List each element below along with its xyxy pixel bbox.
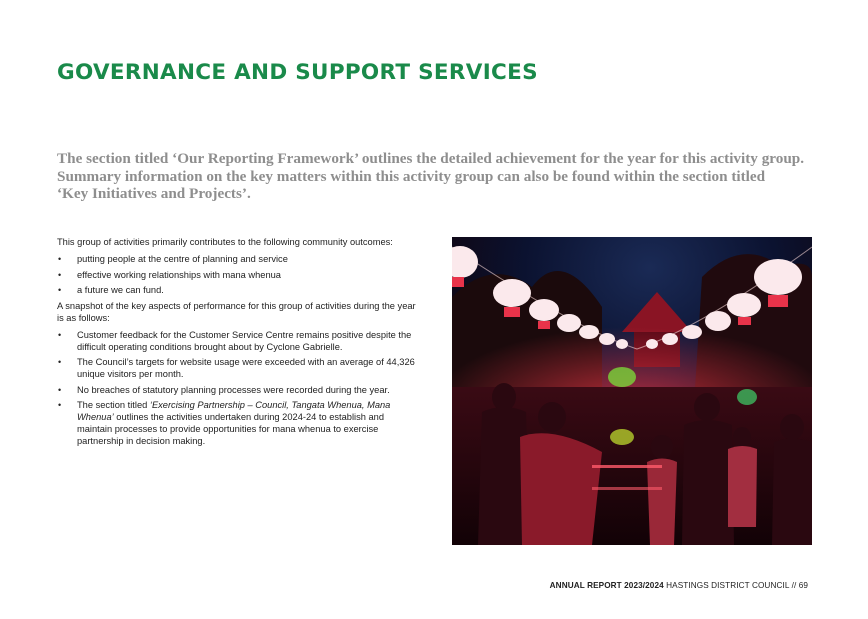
list-item: • The Council’s targets for website usage were exceeded with an average of 44,326 unique visitors per month. [58, 357, 415, 379]
snapshot-list [57, 329, 419, 448]
list-item: • Customer feedback for the Customer Service Centre remains positive despite the difficult operating conditions brought about by Cyclone Gabrielle. [58, 329, 412, 352]
outcomes-lead: This group of activities primarily contributes to the following community outcomes: [57, 237, 393, 247]
list-item: • putting people at the centre of planning and service [58, 254, 288, 264]
bullet-icon: • [58, 269, 62, 280]
bullet-icon: • [58, 329, 62, 340]
page-footer [550, 581, 808, 590]
intro-paragraph [57, 150, 837, 203]
partnership-section-title: ‘Exercising Partnership – Council, Tangata Whenua, Mana Whenua’ [77, 400, 391, 422]
intro-line-1: The section titled ‘Our Reporting Framework’ outlines the detailed achievement for the year for this activity group. [57, 150, 805, 167]
lantern-photo-illustration [452, 237, 812, 545]
outcomes-list [57, 253, 419, 296]
report-title: ANNUAL REPORT 2023/2024 [549, 581, 664, 590]
bullet-icon: • [58, 285, 62, 295]
list-item: • a future we can fund. [58, 285, 164, 295]
body-text [57, 236, 419, 451]
council-page-number: HASTINGS DISTRICT COUNCIL // 69 [663, 581, 808, 590]
lantern-festival-photo [452, 237, 812, 545]
bullet-icon: • [58, 357, 62, 367]
list-item: • No breaches of statutory planning processes were recorded during the year. [58, 384, 390, 395]
intro-line-2: Summary information on the key matters within this activity group can also be found within the section titled [57, 167, 766, 185]
bullet-icon: • [58, 384, 62, 395]
snapshot-lead: A snapshot of the key aspects of performance for this group of activities during the year is as follows: [57, 300, 416, 323]
intro-line-3: ‘Key Initiatives and Projects’. [57, 185, 251, 202]
list-item: • effective working relationships with mana whenua [58, 269, 281, 280]
page-title: GOVERNANCE AND SUPPORT SERVICES [57, 60, 538, 85]
list-item: • The section titled ‘Exercising Partnership – Council, Tangata Whenua, Mana Whenua’ outlines the activities undertaken during 2024-24 to establish and maintain processes to provide opportunities for mana whenua to exercise partnership in decision making. [58, 400, 391, 446]
bullet-icon: • [58, 400, 62, 410]
bullet-icon: • [58, 254, 62, 264]
